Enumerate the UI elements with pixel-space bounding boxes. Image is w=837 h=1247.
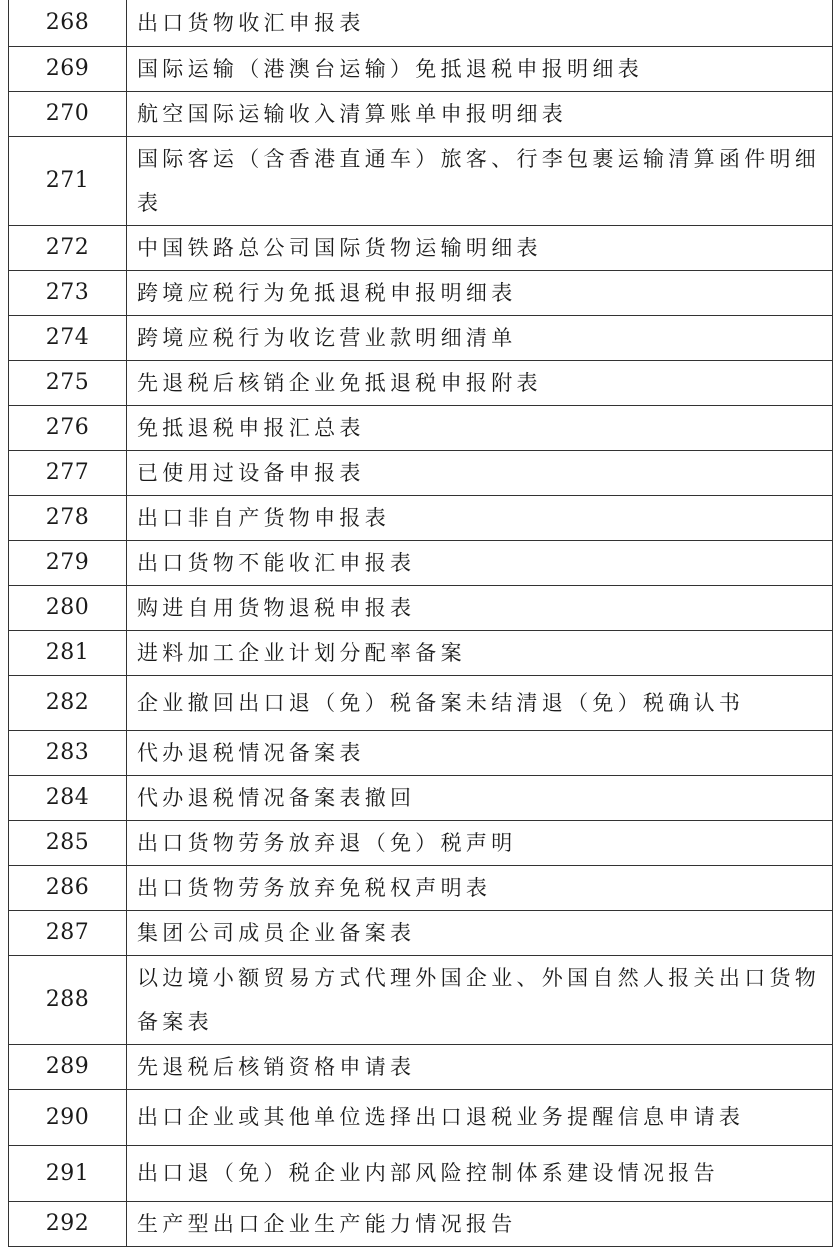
form-name: 出口退（免）税企业内部风险控制体系建设情况报告 xyxy=(127,1145,833,1201)
table-row xyxy=(9,1089,833,1145)
table-row xyxy=(9,315,833,360)
row-number: 284 xyxy=(9,775,127,820)
row-number: 270 xyxy=(9,91,127,136)
form-name: 出口货物收汇申报表 xyxy=(127,0,833,46)
table-row xyxy=(9,775,833,820)
table-row xyxy=(9,910,833,955)
form-name: 集团公司成员企业备案表 xyxy=(127,910,833,955)
row-number: 272 xyxy=(9,225,127,270)
form-name: 出口货物不能收汇申报表 xyxy=(127,540,833,585)
table-row xyxy=(9,46,833,91)
table-row xyxy=(9,540,833,585)
row-number: 276 xyxy=(9,405,127,450)
form-name: 代办退税情况备案表撤回 xyxy=(127,775,833,820)
form-name: 代办退税情况备案表 xyxy=(127,730,833,775)
form-name: 出口非自产货物申报表 xyxy=(127,495,833,540)
table-row xyxy=(9,820,833,865)
row-number: 278 xyxy=(9,495,127,540)
table-row xyxy=(9,1044,833,1089)
table-row xyxy=(9,1145,833,1201)
row-number: 281 xyxy=(9,630,127,675)
table-row xyxy=(9,450,833,495)
table-row xyxy=(9,136,833,225)
row-number: 292 xyxy=(9,1201,127,1246)
form-name: 生产型出口企业生产能力情况报告 xyxy=(127,1201,833,1246)
form-name: 跨境应税行为免抵退税申报明细表 xyxy=(127,270,833,315)
form-name: 以边境小额贸易方式代理外国企业、外国自然人报关出口货物备案表 xyxy=(127,955,833,1044)
row-number: 279 xyxy=(9,540,127,585)
table-row xyxy=(9,270,833,315)
form-name: 国际客运（含香港直通车）旅客、行李包裹运输清算函件明细表 xyxy=(127,136,833,225)
row-number: 289 xyxy=(9,1044,127,1089)
table-row xyxy=(9,1201,833,1246)
form-list-table xyxy=(8,0,833,1247)
row-number: 268 xyxy=(9,0,127,46)
table-row xyxy=(9,225,833,270)
table-row xyxy=(9,585,833,630)
table-row xyxy=(9,0,833,46)
table-row xyxy=(9,630,833,675)
table-row xyxy=(9,675,833,730)
table-row xyxy=(9,865,833,910)
row-number: 282 xyxy=(9,675,127,730)
row-number: 274 xyxy=(9,315,127,360)
table-row xyxy=(9,955,833,1044)
row-number: 285 xyxy=(9,820,127,865)
row-number: 288 xyxy=(9,955,127,1044)
form-name: 国际运输（港澳台运输）免抵退税申报明细表 xyxy=(127,46,833,91)
row-number: 277 xyxy=(9,450,127,495)
form-name: 先退税后核销企业免抵退税申报附表 xyxy=(127,360,833,405)
row-number: 286 xyxy=(9,865,127,910)
form-name: 免抵退税申报汇总表 xyxy=(127,405,833,450)
form-name: 出口货物劳务放弃免税权声明表 xyxy=(127,865,833,910)
form-name: 出口货物劳务放弃退（免）税声明 xyxy=(127,820,833,865)
table-row xyxy=(9,730,833,775)
row-number: 290 xyxy=(9,1089,127,1145)
form-name: 中国铁路总公司国际货物运输明细表 xyxy=(127,225,833,270)
row-number: 283 xyxy=(9,730,127,775)
row-number: 280 xyxy=(9,585,127,630)
row-number: 291 xyxy=(9,1145,127,1201)
form-name: 出口企业或其他单位选择出口退税业务提醒信息申请表 xyxy=(127,1089,833,1145)
row-number: 273 xyxy=(9,270,127,315)
row-number: 275 xyxy=(9,360,127,405)
row-number: 271 xyxy=(9,136,127,225)
row-number: 269 xyxy=(9,46,127,91)
form-name: 先退税后核销资格申请表 xyxy=(127,1044,833,1089)
form-name: 跨境应税行为收讫营业款明细清单 xyxy=(127,315,833,360)
table-row xyxy=(9,91,833,136)
form-name: 购进自用货物退税申报表 xyxy=(127,585,833,630)
table-row xyxy=(9,495,833,540)
form-name: 已使用过设备申报表 xyxy=(127,450,833,495)
table-row xyxy=(9,405,833,450)
row-number: 287 xyxy=(9,910,127,955)
table-row xyxy=(9,360,833,405)
form-name: 企业撤回出口退（免）税备案未结清退（免）税确认书 xyxy=(127,675,833,730)
form-name: 航空国际运输收入清算账单申报明细表 xyxy=(127,91,833,136)
form-name: 进料加工企业计划分配率备案 xyxy=(127,630,833,675)
